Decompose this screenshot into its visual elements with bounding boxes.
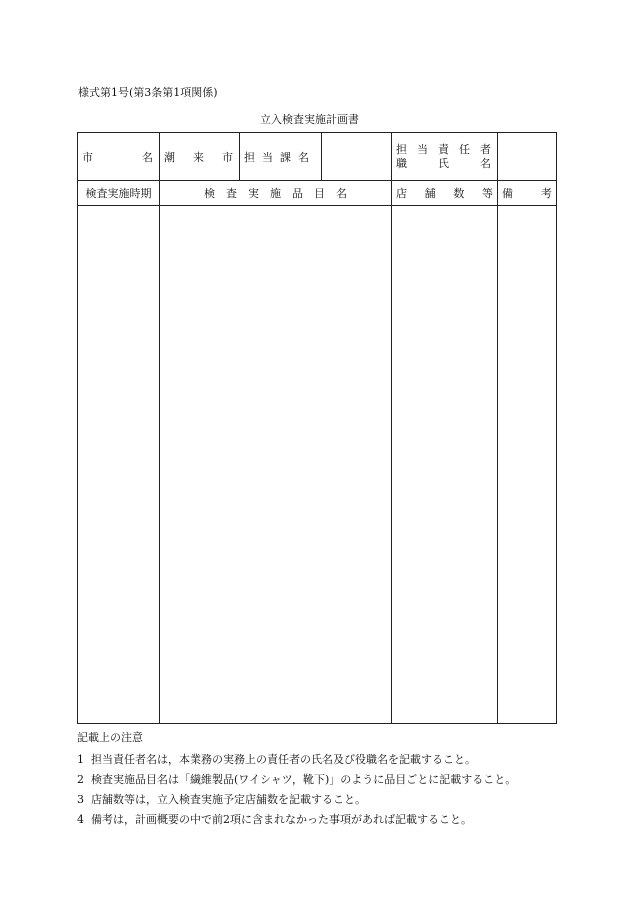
note-item: 4 備考は，計画概要の中で前2項に含まれなかった事項があれば記載すること。 xyxy=(77,813,472,826)
items-entry-cell[interactable] xyxy=(160,206,392,724)
info-row xyxy=(78,133,557,181)
dept-value-cell[interactable] xyxy=(322,133,392,181)
header-row xyxy=(78,181,557,206)
responsible-label-cell: 担 当 責 任 者 職 氏 名 xyxy=(392,133,498,181)
note-item: 3 店舗数等は，立入検査実施予定店舗数を記載すること。 xyxy=(77,793,366,806)
remarks-header: 備 考 xyxy=(498,181,557,206)
city-value-cell[interactable]: 潮 来 市 xyxy=(160,133,240,181)
notes-heading: 記載上の注意 xyxy=(77,731,143,744)
stores-header: 店 舗 数 等 xyxy=(392,181,498,206)
stores-entry-cell[interactable] xyxy=(392,206,498,724)
note-item: 2 検査実施品目名は「繊維製品(ワイシャツ，靴下)」のように品目ごとに記載すること。 xyxy=(77,773,517,786)
form-number: 様式第1号(第3条第1項関係) xyxy=(78,86,218,99)
note-item: 1 担当責任者名は，本業務の実務上の責任者の氏名及び役職名を記載すること。 xyxy=(77,753,476,766)
dept-label-cell: 担 当 課 名 xyxy=(240,133,322,181)
remarks-entry-cell[interactable] xyxy=(498,206,557,724)
document-title: 立入検査実施計画書 xyxy=(260,113,359,126)
entry-row xyxy=(78,206,557,724)
inspection-plan-table xyxy=(77,132,557,724)
city-label-cell: 市 名 xyxy=(78,133,160,181)
items-header: 検 査 実 施 品 目 名 xyxy=(160,181,392,206)
responsible-value-cell[interactable] xyxy=(498,133,557,181)
notes-section xyxy=(77,728,567,830)
period-entry-cell[interactable] xyxy=(78,206,160,724)
period-header: 検査実施時期 xyxy=(78,181,160,206)
